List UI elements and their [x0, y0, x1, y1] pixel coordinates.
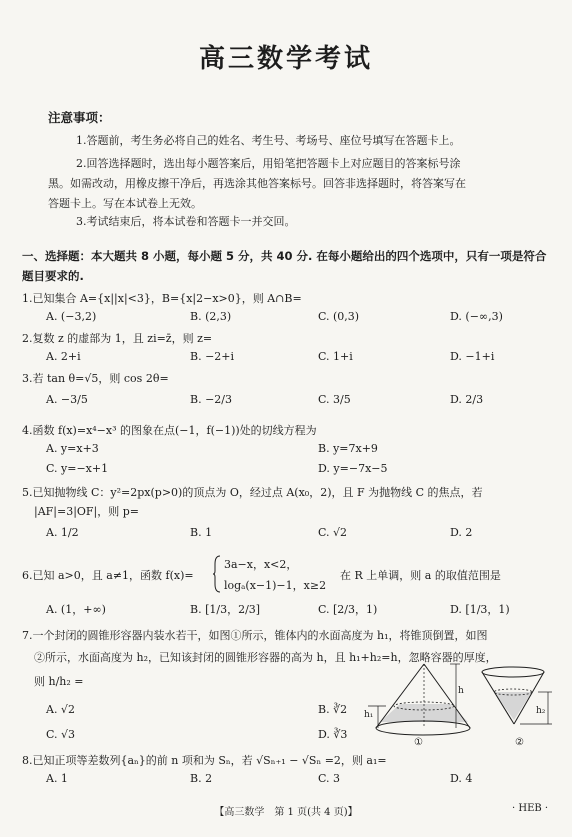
q7-figure-1	[362, 660, 472, 748]
q5-option-b: B. 1	[190, 526, 213, 539]
q7-figure-2-label: ②	[515, 737, 524, 748]
q7-label-h1: h₁	[364, 710, 374, 720]
notice-heading: 注意事项：	[48, 110, 111, 125]
section-heading: 一、选择题：本大题共 8 小题，每小题 5 分，共 40 分. 在每小题给出的四个选项中，只有一项是符合题目要求的.	[22, 249, 547, 283]
q6-option-b: B. [1/3，2/3]	[190, 603, 261, 616]
q4-option-d: D. y=−7x−5	[318, 462, 388, 475]
q2-option-a: A. 2+i	[46, 350, 81, 363]
q7-stem-cont2: 则 h/h₂ =	[34, 675, 84, 688]
q5-stem: 5.已知抛物线 C：y²=2px(p>0)的顶点为 O，经过点 A(x₀，2)，且 F 为抛物线 C 的焦点，若	[22, 486, 483, 499]
q7-option-a: A. √2	[46, 703, 75, 716]
notice-item-2-cont2: 答题卡上。写在本试卷上无效。	[48, 197, 202, 210]
q3-stem: 3.若 tan θ=√5，则 cos 2θ=	[22, 372, 169, 385]
q7-label-h: h	[458, 686, 464, 696]
q3-option-d: D. 2/3	[450, 393, 484, 406]
q2-option-b: B. −2+i	[190, 350, 235, 363]
q1-option-b: B. (2,3)	[190, 310, 232, 323]
notice-item-2-cont: 黑。如需改动，用橡皮擦干净后，再选涂其他答案标号。回答非选择题时，将答案写在	[48, 177, 466, 190]
q7-option-d: D. ∛3	[318, 728, 348, 741]
q8-option-b: B. 2	[190, 772, 213, 785]
q7-label-h2: h₂	[536, 706, 546, 716]
q5-option-a: A. 1/2	[46, 526, 79, 539]
q6-option-c: C. [2/3，1)	[318, 603, 378, 616]
q6-brace	[212, 554, 222, 594]
q6-case-2: logₐ(x−1)−1，x≥2	[224, 579, 327, 592]
q3-option-c: C. 3/5	[318, 393, 351, 406]
q7-option-c: C. √3	[46, 728, 76, 741]
q2-option-d: D. −1+i	[450, 350, 495, 363]
q8-stem: 8.已知正项等差数列{aₙ}的前 n 项和为 Sₙ，若 √Sₙ₊₁ − √Sₙ =2，则 a₁=	[22, 754, 387, 767]
q7-stem-cont: ②所示，水面高度为 h₂，已知该封闭的圆锥形容器的高为 h，且 h₁+h₂=h，忽略容器的厚度，	[34, 651, 497, 664]
q4-option-b: B. y=7x+9	[318, 442, 378, 455]
q6-option-a: A. (1，+∞)	[46, 603, 106, 616]
q4-option-a: A. y=x+3	[46, 442, 99, 455]
footer-code: · HEB ·	[512, 803, 549, 814]
q8-option-d: D. 4	[450, 772, 473, 785]
q3-option-a: A. −3/5	[46, 393, 88, 406]
q3-option-b: B. −2/3	[190, 393, 232, 406]
q7-figure-2	[478, 664, 558, 734]
page-title: 高三数学考试	[198, 44, 373, 74]
notice-item-3: 3.考试结束后，将本试卷和答题卡一并交回。	[76, 215, 296, 228]
q6-case-1: 3a−x，x<2，	[224, 558, 298, 571]
q1-option-d: D. (−∞,3)	[450, 310, 503, 323]
q1-stem: 1.已知集合 A={x||x|<3}，B={x|2−x>0}，则 A∩B=	[22, 292, 302, 305]
q8-option-c: C. 3	[318, 772, 341, 785]
q6-option-d: D. [1/3，1)	[450, 603, 510, 616]
q7-stem: 7.一个封闭的圆锥形容器内装水若干，如图①所示，锥体内的水面高度为 h₁，将锥顶倒置，如图	[22, 629, 488, 642]
q5-option-c: C. √2	[318, 526, 348, 539]
q5-option-d: D. 2	[450, 526, 473, 539]
page-footer: 【高三数学 第 1 页(共 4 页)】	[214, 807, 358, 818]
q5-stem-cont: |AF|=3|OF|，则 p=	[34, 505, 140, 518]
q6-stem-cont: 在 R 上单调，则 a 的取值范围是	[340, 569, 501, 582]
q7-figure-1-label: ①	[414, 737, 423, 748]
q7-option-b: B. ∛2	[318, 703, 348, 716]
q1-option-c: C. (0,3)	[318, 310, 360, 323]
q2-option-c: C. 1+i	[318, 350, 353, 363]
q6-stem: 6.已知 a>0，且 a≠1，函数 f(x)=	[22, 569, 194, 582]
q1-option-a: A. (−3,2)	[46, 310, 97, 323]
q2-stem: 2.复数 z 的虚部为 1，且 zi=z̄，则 z=	[22, 332, 213, 345]
notice-item-2: 2.回答选择题时，选出每小题答案后，用铅笔把答题卡上对应题目的答案标号涂	[76, 157, 461, 170]
q4-option-c: C. y=−x+1	[46, 462, 109, 475]
q8-option-a: A. 1	[46, 772, 68, 785]
notice-item-1: 1.答题前，考生务必将自己的姓名、考生号、考场号、座位号填写在答题卡上。	[76, 134, 461, 147]
q4-stem: 4.函数 f(x)=x⁴−x³ 的图象在点(−1，f(−1))处的切线方程为	[22, 424, 317, 437]
